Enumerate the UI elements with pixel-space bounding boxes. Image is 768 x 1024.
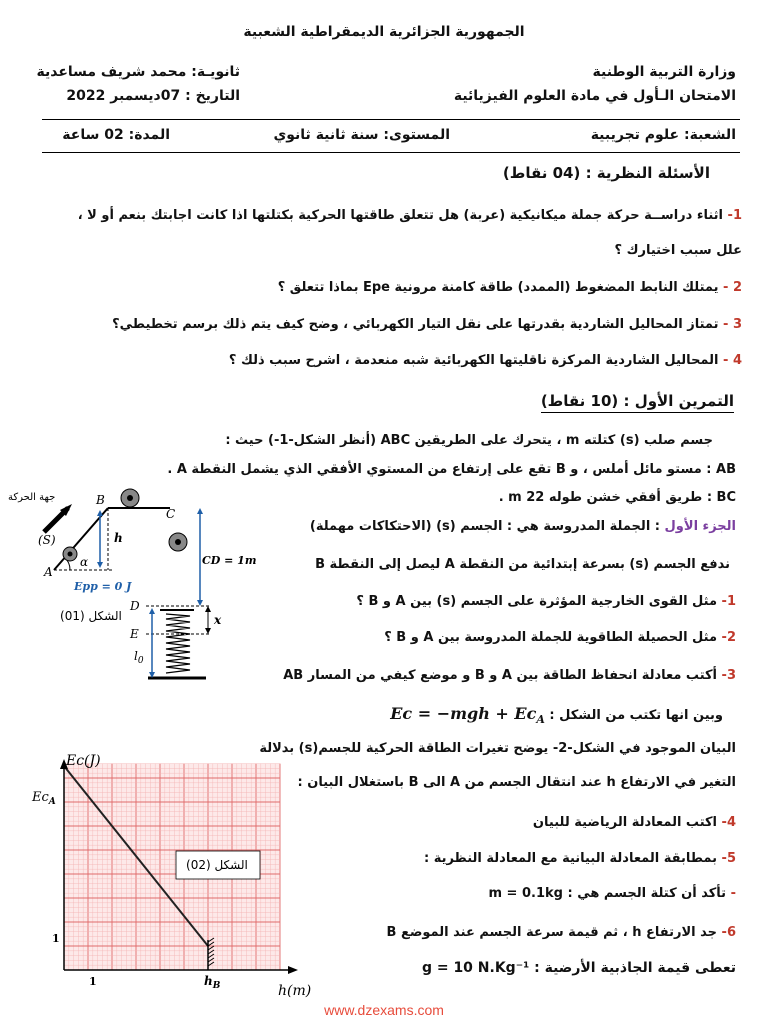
x-axis-label: h(m)	[278, 983, 312, 999]
point-b: B	[96, 493, 105, 507]
point-d: D	[130, 599, 140, 613]
theory-q1	[78, 208, 742, 223]
figure2-caption: الشكل (02)	[186, 858, 248, 872]
q3-number: 3 -	[723, 317, 742, 332]
hb-label: $h_B$	[204, 974, 221, 991]
header-divider-2	[42, 152, 740, 153]
s5-number: 5-	[721, 851, 736, 866]
ex1-s5	[424, 851, 736, 866]
figure-1	[0, 478, 257, 688]
epp-label: Epp = 0 J	[74, 580, 132, 593]
part1-line	[310, 519, 736, 534]
cd-label: CD = 1m	[202, 554, 257, 567]
exercise1-title: التمرين الأول : (10 نقاط)	[541, 392, 734, 413]
q3-text: تمتاز المحاليل الشاردية بقدرتها على نقل التيار الكهربائي ، وضح كيف يتم ذلك برسم تخطيطي؟	[112, 317, 719, 332]
q4-number: 4 -	[723, 353, 742, 368]
s5a-number: -	[730, 886, 736, 901]
spring	[166, 614, 190, 673]
s1-text: مثل القوى الخارجية المؤثرة على الجسم (s) بين A و B ؟	[356, 594, 718, 609]
direction-label: جهة الحركة	[8, 492, 56, 503]
height-label: h	[114, 531, 123, 545]
ex1-ab: AB : مستو مائل أملس ، و B تقع على إرتفاع من المستوي الأفقي الذي يشمل النقطة A .	[167, 462, 736, 477]
ex1-s5a	[488, 886, 736, 901]
duration: المدة: 02 ساعة	[62, 127, 170, 143]
theory-title: الأسئلة النظرية : (04 نقاط)	[502, 164, 710, 182]
s5-text: بمطابقة المعادلة البيانية مع المعادلة النظرية :	[423, 851, 718, 866]
ex1-s1	[356, 594, 736, 609]
republic-title: الجمهورية الجزائرية الديمقراطية الشعبية	[243, 24, 525, 40]
s1-number: 1-	[721, 594, 736, 609]
push-text: ندفع الجسم (s) بسرعة إبتدائية من النقطة A ليصل إلى النقطة B	[315, 557, 730, 572]
level: المستوى: سنة ثانية ثانوي	[273, 127, 450, 143]
theory-q3	[112, 317, 742, 332]
q1-text: اثناء دراســة حركة جملة ميكانيكية (عربة) هل تتعلق طاقتها الحركية بكتلتها اذا كانت اجابتك بنعم أو لا ،	[77, 208, 724, 223]
s6-text: جد الارتفاع h ، ثم قيمة سرعة الجسم عند الموضع B	[386, 925, 718, 940]
exam-date: التاريخ : 07ديسمبر 2022	[66, 88, 240, 104]
s4-text: اكتب المعادلة الرياضية للبيان	[532, 815, 718, 830]
ex1-s6	[387, 925, 736, 940]
q1-number: 1-	[727, 208, 742, 223]
part1-text: : الجملة المدروسة هي : الجسم (s) (الاحتكاكات مهملة)	[309, 519, 660, 534]
ex1-s3	[283, 668, 736, 683]
point-c: C	[166, 507, 176, 521]
s3-number: 3-	[721, 668, 736, 683]
show-text: وبين انها تكتب من الشكل :	[549, 708, 723, 723]
y-axis-label: Ec(J)	[66, 753, 101, 769]
ex1-s2	[384, 630, 736, 645]
branch: الشعبة: علوم تجريبية	[590, 127, 736, 143]
s3-text: أكتب معادلة انحفاظ الطاقة بين A و B و موضع كيفي من المسار AB	[283, 668, 718, 683]
body-s-label: (S)	[38, 533, 56, 547]
graph-text-1: البيان الموجود في الشكل-2- يوضح تغيرات الطاقة الحركية للجسم(s) بدلالة	[259, 741, 736, 756]
theory-q1b: علل سبب اختيارك ؟	[614, 243, 742, 258]
point-e: E	[130, 627, 139, 641]
graph-text-2: التغير في الارتفاع h عند انتقال الجسم من A الى B باستغلال البيان :	[297, 775, 736, 790]
y-unit-label: 1	[52, 932, 60, 945]
figure1-caption: الشكل (01)	[60, 609, 122, 623]
s5a-text: تأكد أن كتلة الجسم هي : m = 0.1kg	[488, 886, 727, 901]
part1-label: الجزء الأول	[664, 519, 736, 534]
school-name: ثانويـة: محمد شريف مساعدية	[36, 64, 240, 80]
l0-label: $l_0$	[134, 649, 144, 666]
ex1-intro: جسم صلب (s) كتلته m ، يتحرك على الطريقين ABC (أنظر الشكل-1-) حيث :	[225, 433, 713, 448]
show-line	[390, 704, 723, 726]
q4-text: المحاليل الشاردية المركزة ناقليتها الكهربائية شبه منعدمة ، اشرح سبب ذلك ؟	[228, 353, 719, 368]
ex1-s4	[533, 815, 736, 830]
figure-2-graph	[0, 745, 330, 1000]
point-a: A	[44, 565, 53, 579]
angle-label: α	[80, 555, 89, 569]
gravity-value: تعطى قيمة الجاذبية الأرضية : g = 10 N.Kg⁻¹	[421, 960, 736, 976]
footer-site: www.dzexams.com	[324, 1002, 444, 1018]
header-divider	[42, 119, 740, 120]
x-label: x	[214, 613, 222, 627]
eca-label: $Ec_A$	[32, 790, 56, 807]
s4-number: 4-	[721, 815, 736, 830]
exam-title: الامتحان الـأول في مادة العلوم الفيزيائية	[453, 88, 736, 104]
ministry: وزارة التربية الوطنية	[592, 64, 736, 80]
q2-number: 2 -	[723, 280, 742, 295]
energy-formula: $Ec = -mgh + Ec_A$	[390, 704, 545, 727]
theory-q4	[229, 353, 742, 368]
s2-text: مثل الحصيلة الطاقوية للجملة المدروسة بين A و B ؟	[384, 630, 718, 645]
s2-number: 2-	[721, 630, 736, 645]
q2-text: يمتلك النابط المضغوط (الممدد) طاقة كامنة مرونية Epe بماذا تتعلق ؟	[277, 280, 719, 295]
ex1-bc: BC : طريق أفقي خشن طوله 22 m .	[498, 490, 736, 505]
s6-number: 6-	[721, 925, 736, 940]
theory-q2	[278, 280, 742, 295]
x-unit-label: 1	[89, 975, 97, 988]
